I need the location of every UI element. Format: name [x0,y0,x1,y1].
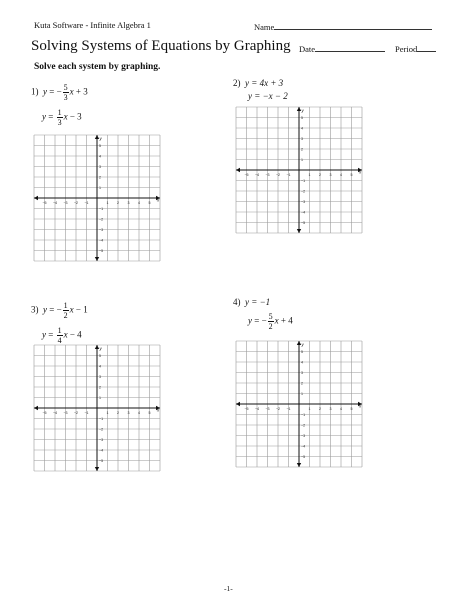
x-tick-label: 4 [340,407,342,411]
fraction: $\frac{5}{2}$ [268,312,273,331]
problem-4-eq1 [233,298,270,307]
eq-sign: − [56,86,62,97]
page-title: Solving Systems of Equations by Graphing [31,38,291,54]
date-label: Date [299,44,316,54]
eq-lhs: y [43,86,47,97]
x-tick-label: 2 [117,411,119,415]
x-tick-label: −2 [275,407,281,411]
eq-lhs: y [248,315,252,326]
software-label: Kuta Software - Infinite Algebra 1 [34,20,151,30]
x-tick-label: 2 [319,173,321,177]
x-axis-label: x [157,407,160,413]
x-tick-label: −1 [286,407,291,411]
y-tick-label: −1 [99,206,104,211]
arrow-left-icon [236,168,240,172]
y-tick-label: 2 [301,381,303,386]
x-tick-label: 4 [340,173,342,177]
y-tick-label: −5 [99,248,104,253]
y-tick-label: 2 [301,147,303,152]
name-field[interactable] [254,20,432,32]
x-tick-label: 4 [138,201,140,205]
x-tick-label: 3 [329,173,332,177]
y-tick-label: 4 [99,364,101,369]
x-tick-label: 3 [127,411,130,415]
y-tick-label: −1 [301,178,306,183]
y-tick-label: −1 [301,412,306,417]
y-tick-label: −5 [301,220,306,225]
x-tick-label: −1 [286,173,291,177]
eq-sign: − [56,304,62,315]
x-tick-label: 3 [329,407,332,411]
fraction: $\frac{1}{2}$ [63,301,68,320]
x-tick-label: 5 [148,411,151,415]
x-tick-label: −4 [52,201,58,205]
graph-grid-1[interactable] [32,134,162,262]
x-tick-label: −5 [42,411,47,415]
x-tick-label: 1 [106,411,109,415]
eq-text: y = −x − 2 [248,91,288,101]
eq-lhs: y [42,111,46,122]
x-tick-label: −2 [275,173,281,177]
y-axis-label: y [301,342,304,347]
fraction: $\frac{5}{3}$ [63,83,68,102]
y-tick-label: −4 [301,444,306,449]
eq-sign: − [261,315,267,326]
y-tick-label: 3 [301,136,303,141]
period-label: Period [395,44,418,54]
problem-4-eq2: y = − $\frac{5}{2}$ x + 4 [248,312,293,331]
y-tick-label: 3 [99,374,101,379]
fraction: $\frac{1}{3}$ [57,108,62,127]
problem-1-eq2: y = $\frac{1}{3}$ x − 3 [42,108,82,127]
y-tick-label: −5 [301,454,306,459]
x-tick-label: −5 [244,407,249,411]
problem-3-eq1: 3) y = − $\frac{1}{2}$ x − 1 [31,301,88,320]
date-input-line[interactable] [315,42,385,52]
period-field[interactable] [395,42,436,54]
arrow-left-icon [34,196,38,200]
x-tick-label: −4 [52,411,58,415]
x-tick-label: −3 [265,173,270,177]
y-tick-label: 2 [99,385,101,390]
x-tick-label: −1 [84,201,89,205]
y-tick-label: 1 [99,395,101,400]
problem-number: 1) [31,86,39,97]
name-input-line[interactable] [274,20,432,30]
eq-lhs: y [42,329,46,340]
y-tick-label: 1 [301,157,303,162]
name-label: Name [254,22,275,32]
y-tick-label: 3 [99,164,101,169]
y-tick-label: 4 [301,360,303,365]
problem-2-eq1 [233,79,283,88]
x-axis-label: x [157,197,160,203]
y-tick-label: 1 [99,185,101,190]
y-tick-label: 2 [99,175,101,180]
x-tick-label: 2 [319,407,321,411]
problem-number: 3) [31,304,39,315]
y-tick-label: 5 [301,115,303,120]
graph-grid-3[interactable] [32,344,162,472]
problem-3-eq2: y = $\frac{1}{4}$ x − 4 [42,326,82,345]
y-axis-label: y [99,136,102,141]
x-tick-label: −2 [73,201,79,205]
y-tick-label: −3 [99,437,104,442]
problem-1-eq1: 1) y = − $\frac{5}{3}$ x + 3 [31,83,88,102]
y-axis-label: y [301,108,304,113]
x-tick-label: −1 [84,411,89,415]
period-input-line[interactable] [417,42,436,52]
y-tick-label: −2 [301,189,306,194]
problem-2-eq2 [248,92,288,101]
y-tick-label: −3 [99,227,104,232]
eq-text: y = 4x + 3 [245,78,284,88]
eq-lhs: y [43,304,47,315]
x-tick-label: 3 [127,201,130,205]
y-tick-label: −1 [99,416,104,421]
x-tick-label: 4 [138,411,140,415]
y-tick-label: −3 [301,433,306,438]
x-tick-label: 5 [350,173,353,177]
y-tick-label: −2 [99,427,104,432]
x-tick-label: −5 [42,201,47,205]
x-axis-label: x [359,169,362,175]
x-tick-label: 1 [308,173,311,177]
y-tick-label: 4 [99,154,101,159]
arrow-left-icon [34,406,38,410]
y-tick-label: 4 [301,126,303,131]
x-tick-label: −2 [73,411,79,415]
arrow-down-icon [95,467,99,471]
x-tick-label: −5 [244,173,249,177]
y-tick-label: −3 [301,199,306,204]
page-number: -1- [224,584,233,593]
x-tick-label: −3 [265,407,270,411]
y-tick-label: −2 [301,423,306,428]
date-field[interactable] [299,42,385,54]
problem-number: 2) [233,78,241,88]
problem-number: 4) [233,297,241,307]
y-tick-label: 5 [301,349,303,354]
y-tick-label: −5 [99,458,104,463]
y-axis-label: y [99,346,102,351]
y-tick-label: 5 [99,143,101,148]
y-tick-label: 1 [301,391,303,396]
arrow-down-icon [297,229,301,233]
x-tick-label: 1 [106,201,109,205]
arrow-down-icon [297,463,301,467]
x-tick-label: 1 [308,407,311,411]
x-tick-label: 5 [148,201,151,205]
x-tick-label: 2 [117,201,119,205]
fraction: $\frac{1}{4}$ [57,326,62,345]
graph-grid-4[interactable] [234,340,364,468]
x-axis-label: x [359,403,362,409]
y-tick-label: 3 [301,370,303,375]
x-tick-label: 5 [350,407,353,411]
y-tick-label: −4 [301,210,306,215]
x-tick-label: −3 [63,411,68,415]
y-tick-label: 5 [99,353,101,358]
graph-grid-2[interactable] [234,106,364,234]
x-tick-label: −4 [254,407,260,411]
y-tick-label: −4 [99,448,104,453]
x-tick-label: −3 [63,201,68,205]
x-tick-label: −4 [254,173,260,177]
eq-text: y = −1 [245,297,271,307]
arrow-down-icon [95,257,99,261]
instructions: Solve each system by graphing. [34,62,161,72]
y-tick-label: −4 [99,238,104,243]
arrow-left-icon [236,402,240,406]
y-tick-label: −2 [99,217,104,222]
